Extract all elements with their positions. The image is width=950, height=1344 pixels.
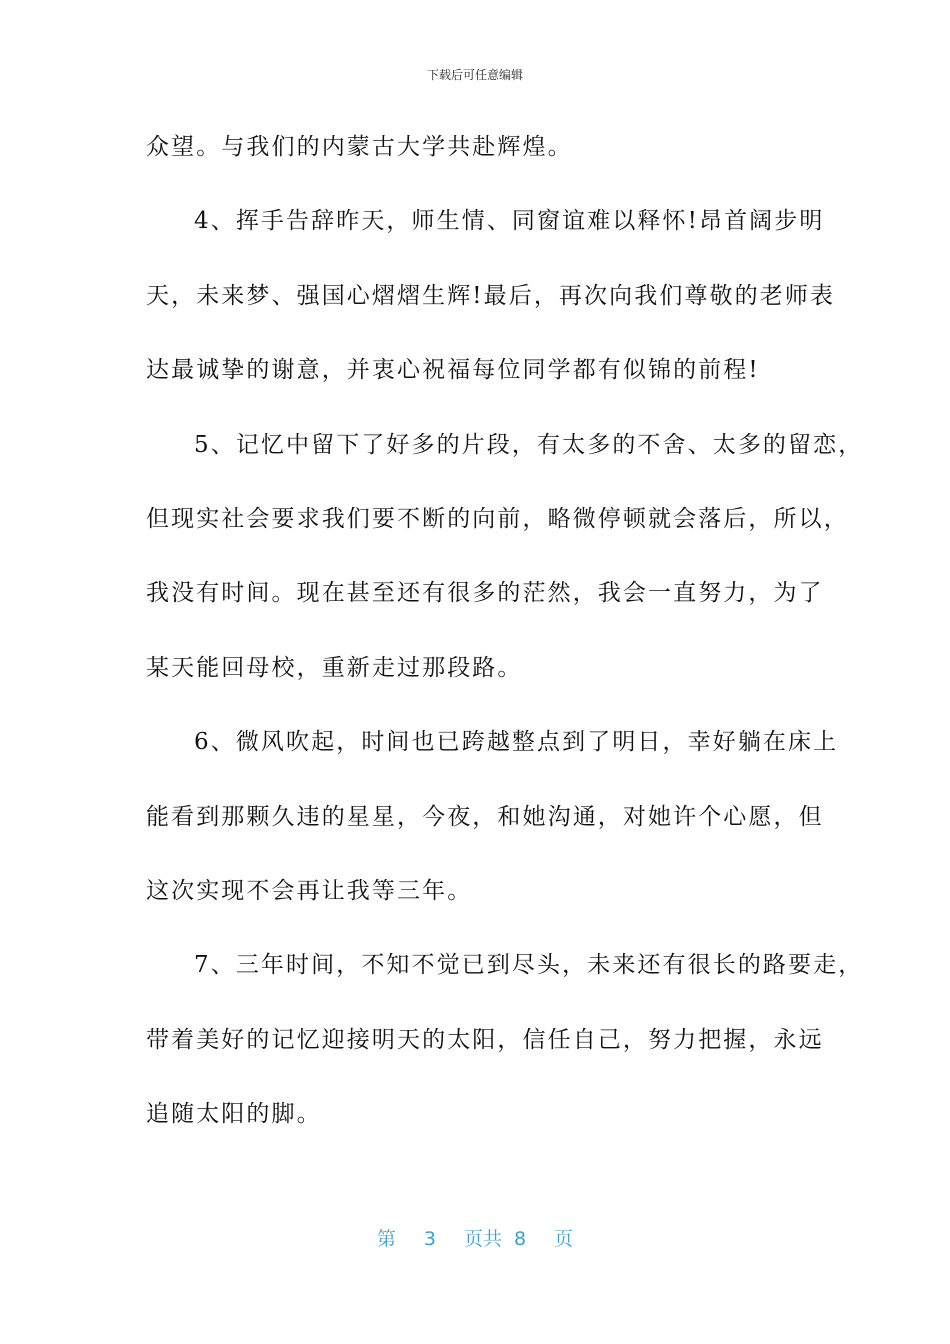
text-line: 这次实现不会再让我等三年。 [146,877,473,904]
text-line: 带着美好的记忆迎接明天的太阳，信任自己，努力把握，永远 [146,1026,824,1053]
text-line: 但现实社会要求我们要不断的向前，略微停顿就会落后，所以， [146,505,849,532]
text-line: 达最诚挚的谢意，并衷心祝福每位同学都有似锦的前程! [146,357,760,384]
text-line: 6、微风吹起，时间也已跨越整点到了明日，幸好躺在床上 [194,729,839,756]
footer-page-number: 3 [423,1228,436,1250]
text-line: 追随太阳的脚。 [146,1101,322,1128]
page-footer [0,1224,950,1251]
text-line: 众望。与我们的内蒙古大学共赴辉煌。 [146,134,573,160]
footer-di: 第 [376,1228,396,1250]
text-line: 4、挥手告辞昨天，师生情、同窗谊难以释怀!昂首阔步明 [194,208,825,235]
page-header: 下载后可任意编辑 [426,68,523,82]
document-body [146,122,864,1163]
text-line: 7、三年时间，不知不觉已到尽头，未来还有很长的路要走， [194,952,864,979]
text-line: 天，未来梦、强国心熠熠生辉!最后，再次向我们尊敬的老师表 [146,282,836,309]
footer-ye-gong: 页共 [463,1228,502,1250]
footer-total-pages: 8 [514,1228,527,1250]
text-line: 5、记忆中留下了好多的片段，有太多的不舍、太多的留恋， [194,431,864,458]
text-line: 某天能回母校，重新走过那段路。 [146,654,523,681]
text-line: 能看到那颗久违的星星，今夜，和她沟通，对她许个心愿，但 [146,803,824,830]
footer-ye: 页 [554,1228,574,1250]
text-line: 我没有时间。现在甚至还有很多的茫然，我会一直努力，为了 [146,580,824,607]
